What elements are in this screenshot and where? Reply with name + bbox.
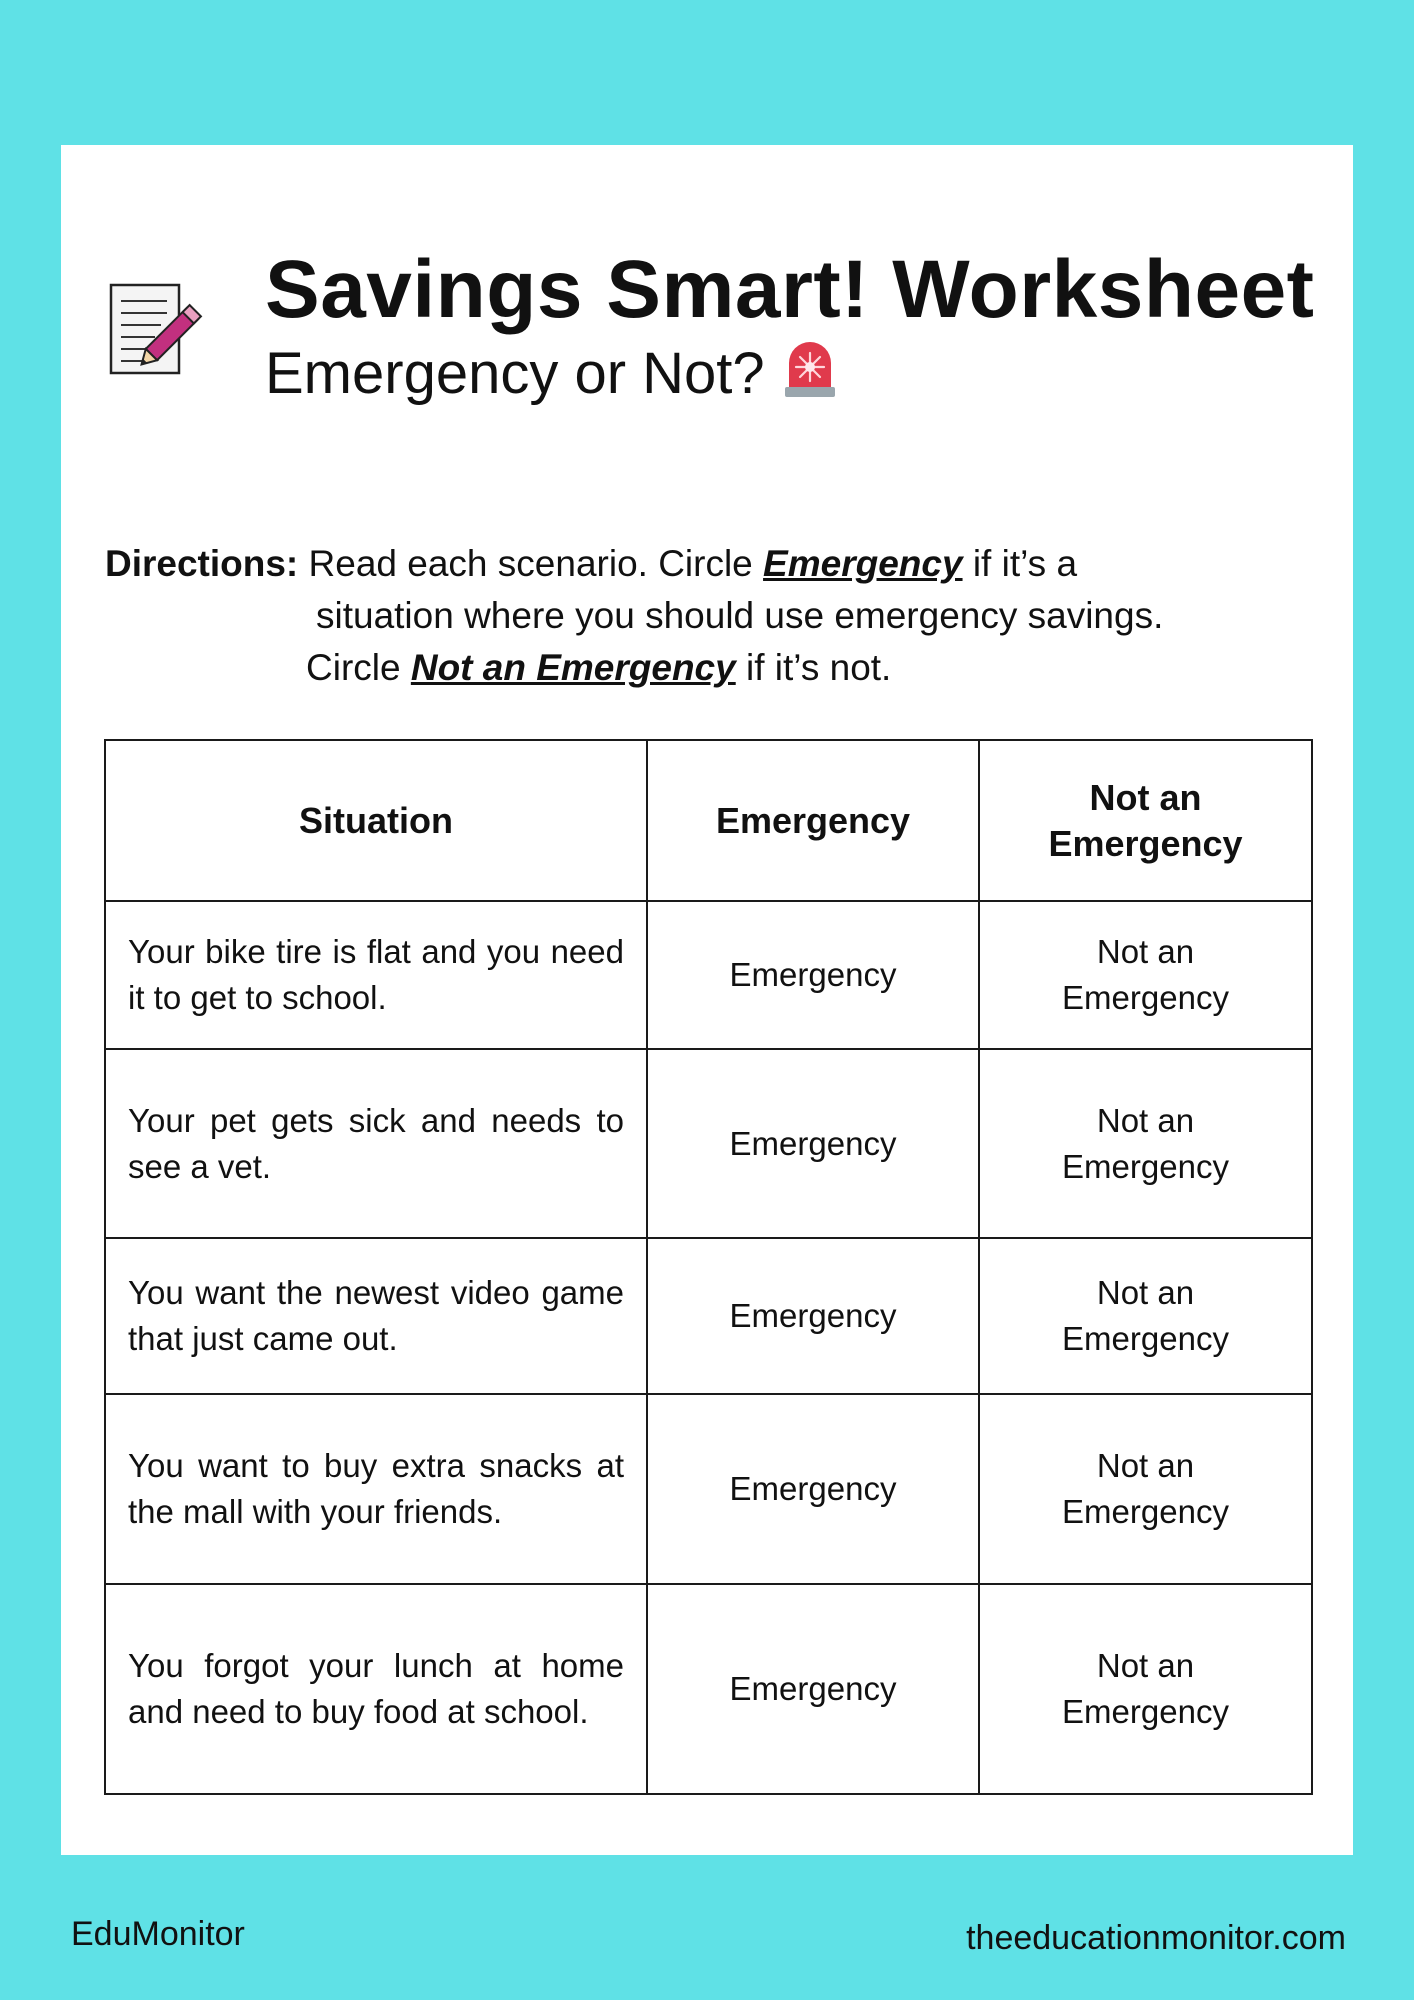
memo-pencil-icon xyxy=(105,275,215,385)
directions-label: Directions: xyxy=(105,543,299,584)
table-header-row xyxy=(105,740,1312,901)
directions-text: if it’s not. xyxy=(735,647,892,688)
header-situation: Situation xyxy=(105,740,647,901)
situation-cell: You want to buy extra snacks at the mall with your friends. xyxy=(105,1394,647,1584)
footer-website[interactable]: theeducationmonitor.com xyxy=(966,1919,1346,1957)
table-row xyxy=(105,1238,1312,1394)
emergency-option[interactable]: Emergency xyxy=(647,1394,979,1584)
scenario-table xyxy=(104,739,1313,1795)
situation-cell: Your pet gets sick and needs to see a vet. xyxy=(105,1049,647,1238)
table-row xyxy=(105,1584,1312,1794)
not-emergency-keyword: Not an Emergency xyxy=(410,647,736,688)
header-not-emergency-label: Not an Emergency xyxy=(1048,776,1243,864)
header-emergency: Emergency xyxy=(647,740,979,901)
header-not-emergency xyxy=(979,740,1312,901)
header xyxy=(105,245,1325,445)
not-emergency-option[interactable]: Not an Emergency xyxy=(979,1584,1312,1794)
emergency-option[interactable]: Emergency xyxy=(647,1049,979,1238)
worksheet-page xyxy=(61,145,1353,1855)
directions-text: Circle xyxy=(306,647,411,688)
situation-cell: You forgot your lunch at home and need to buy food at school. xyxy=(105,1584,647,1794)
subtitle-text: Emergency or Not? xyxy=(265,341,765,406)
directions-text: Read each scenario. Circle xyxy=(298,543,764,584)
siren-icon xyxy=(779,337,841,399)
directions-line-2: situation where you should use emergency savings. xyxy=(316,595,1164,636)
emergency-option[interactable]: Emergency xyxy=(647,1584,979,1794)
not-emergency-option[interactable]: Not an Emergency xyxy=(979,901,1312,1049)
footer-brand: EduMonitor xyxy=(71,1915,245,1953)
directions-line-1 xyxy=(105,538,1325,590)
not-emergency-option[interactable]: Not an Emergency xyxy=(979,1049,1312,1238)
directions-text: if it’s a xyxy=(962,543,1078,584)
situation-cell: Your bike tire is flat and you need it to get to school. xyxy=(105,901,647,1049)
not-emergency-option[interactable]: Not an Emergency xyxy=(979,1394,1312,1584)
table-row xyxy=(105,901,1312,1049)
directions-line-3 xyxy=(105,642,1325,694)
page-subtitle xyxy=(265,337,841,409)
directions xyxy=(105,538,1325,694)
table-row xyxy=(105,1049,1312,1238)
situation-cell: You want the newest video game that just came out. xyxy=(105,1238,647,1394)
not-emergency-option[interactable]: Not an Emergency xyxy=(979,1238,1312,1394)
page-title: Savings Smart! Worksheet xyxy=(265,244,1315,335)
emergency-option[interactable]: Emergency xyxy=(647,901,979,1049)
table-row xyxy=(105,1394,1312,1584)
emergency-keyword: Emergency xyxy=(763,543,963,584)
emergency-option[interactable]: Emergency xyxy=(647,1238,979,1394)
